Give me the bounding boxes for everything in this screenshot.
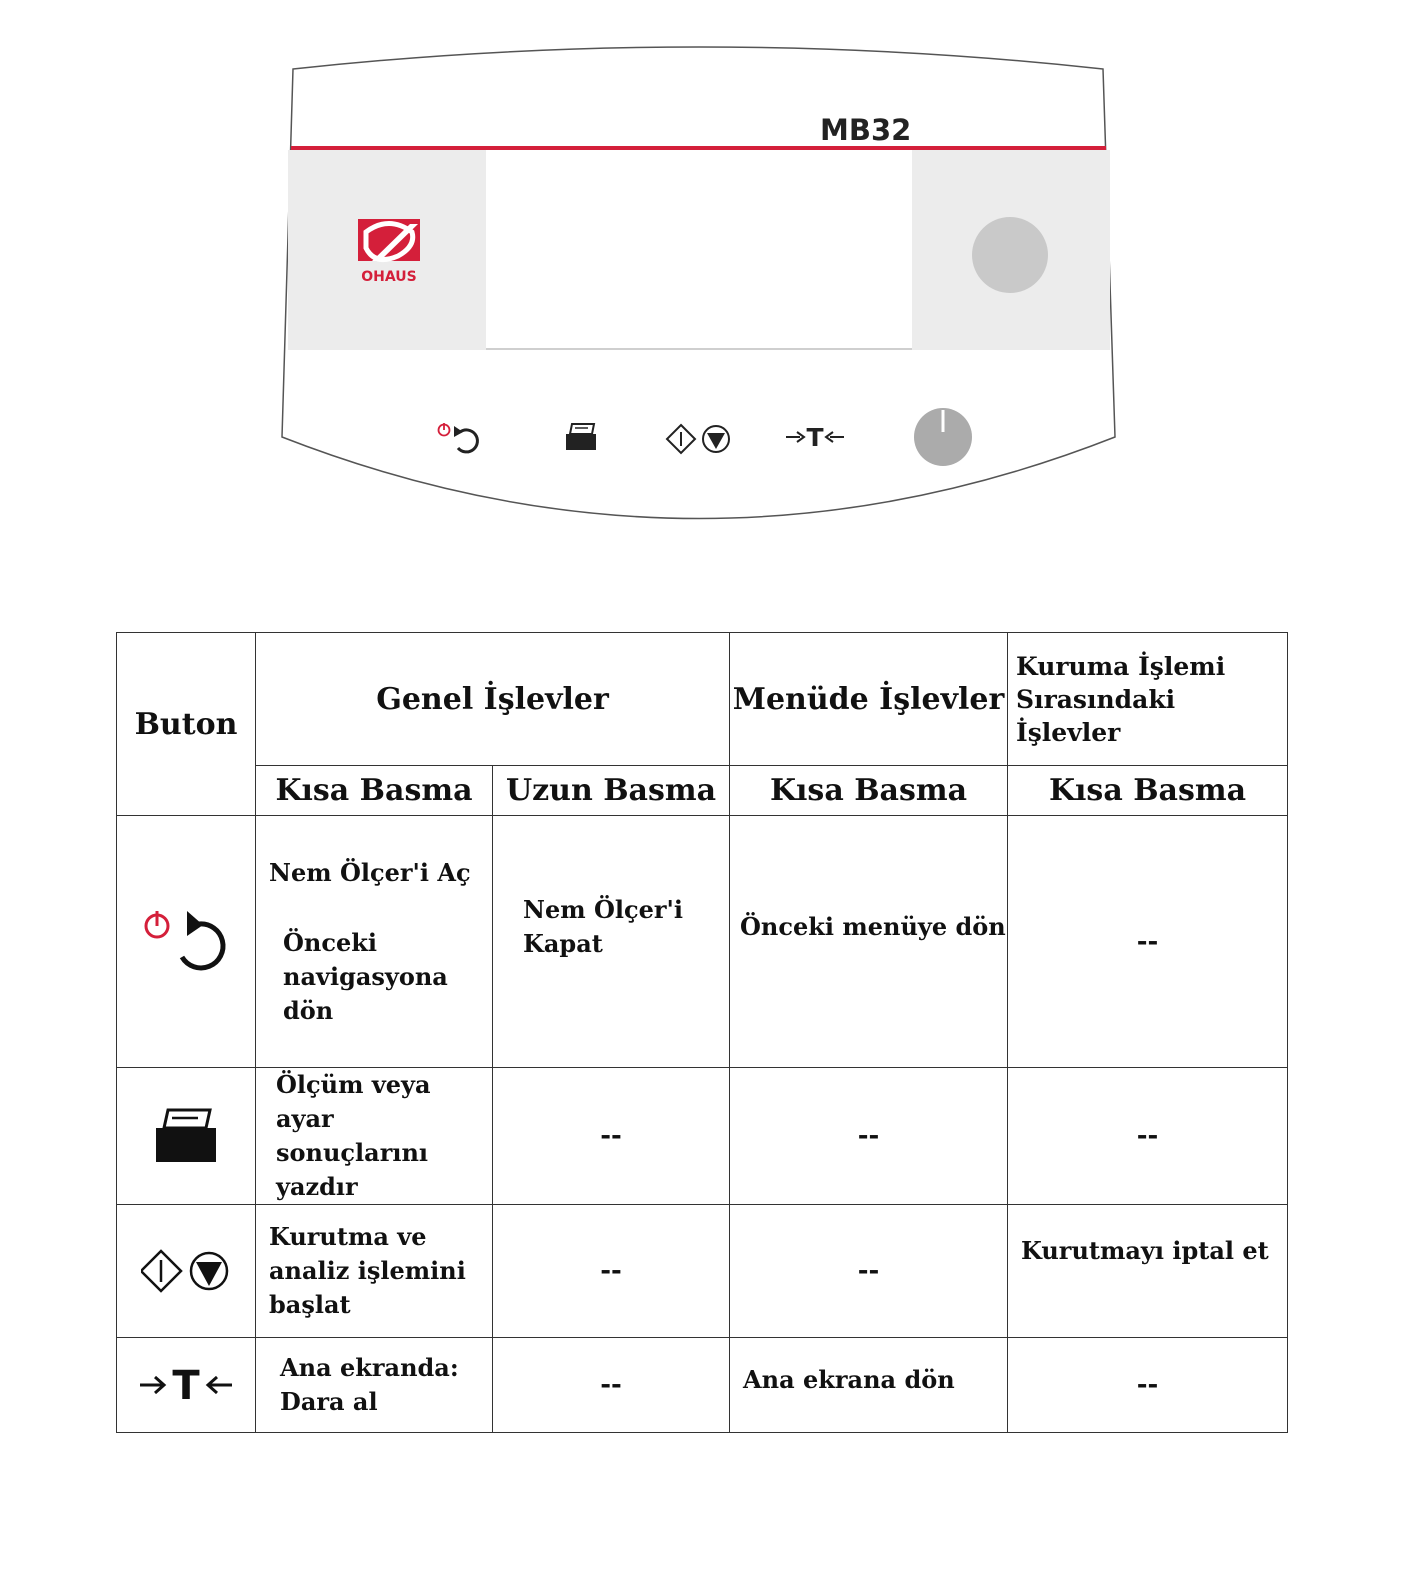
cell-drying-short: -- [1008, 1338, 1288, 1433]
cell-general-long: -- [493, 1068, 730, 1205]
row-icon-cell [117, 1068, 256, 1205]
tare-icon [140, 1365, 232, 1405]
start-stop-icon [141, 1249, 231, 1293]
printer-icon [154, 1108, 218, 1164]
cell-menu-short: Önceki menüye dön [730, 816, 1008, 1068]
header-drying: Kuruma İşlemi Sırasındaki İşlevler [1008, 633, 1288, 766]
cell-drying-short: -- [1008, 816, 1288, 1068]
button-functions-table [116, 632, 1288, 1433]
moisture-analyzer-panel [0, 0, 1414, 560]
model-label: MB32 [820, 113, 912, 147]
svg-text:OHAUS: OHAUS [361, 269, 417, 285]
cell-drying-short: -- [1008, 1068, 1288, 1205]
svg-text:T: T [806, 423, 824, 452]
display-screen [486, 150, 912, 348]
table-row [117, 1205, 1288, 1338]
cell-drying-short: Kurutmayı iptal et [1008, 1205, 1288, 1338]
header-general: Genel İşlevler [256, 633, 730, 766]
header-button: Buton [117, 633, 256, 816]
cell-menu-short: -- [730, 1068, 1008, 1205]
cell-menu-short: -- [730, 1205, 1008, 1338]
ohaus-logo [358, 219, 420, 285]
cell-general-long: Nem Ölçer'i Kapat [493, 816, 730, 1068]
table-row [117, 816, 1288, 1068]
cell-general-long: -- [493, 1205, 730, 1338]
cell-general-long: -- [493, 1338, 730, 1433]
cell-general-short: Nem Ölçer'i Aç Önceki navigasyona dön [256, 816, 493, 1068]
header-menu: Menüde İşlevler [730, 633, 1008, 766]
cell-menu-short: Ana ekrana dön [730, 1338, 1008, 1433]
row-icon-cell [117, 1205, 256, 1338]
sensor-circle [972, 217, 1048, 293]
svg-text:T: T [172, 1365, 200, 1405]
cell-general-short: Ana ekranda: Dara al [256, 1338, 493, 1433]
table-row [117, 1338, 1288, 1433]
power-back-icon [141, 907, 231, 977]
header-short-press-drying: Kısa Basma [1008, 766, 1288, 816]
row-icon-cell [117, 1338, 256, 1433]
header-long-press-general: Uzun Basma [493, 766, 730, 816]
cell-general-short: Kurutma ve analiz işlemini başlat [256, 1205, 493, 1338]
table-row [117, 1068, 1288, 1205]
header-short-press-general: Kısa Basma [256, 766, 493, 816]
cell-general-short: Ölçüm veya ayar sonuçlarını yazdır [256, 1068, 493, 1205]
row-icon-cell [117, 816, 256, 1068]
power-knob[interactable] [914, 408, 972, 466]
header-short-press-menu: Kısa Basma [730, 766, 1008, 816]
